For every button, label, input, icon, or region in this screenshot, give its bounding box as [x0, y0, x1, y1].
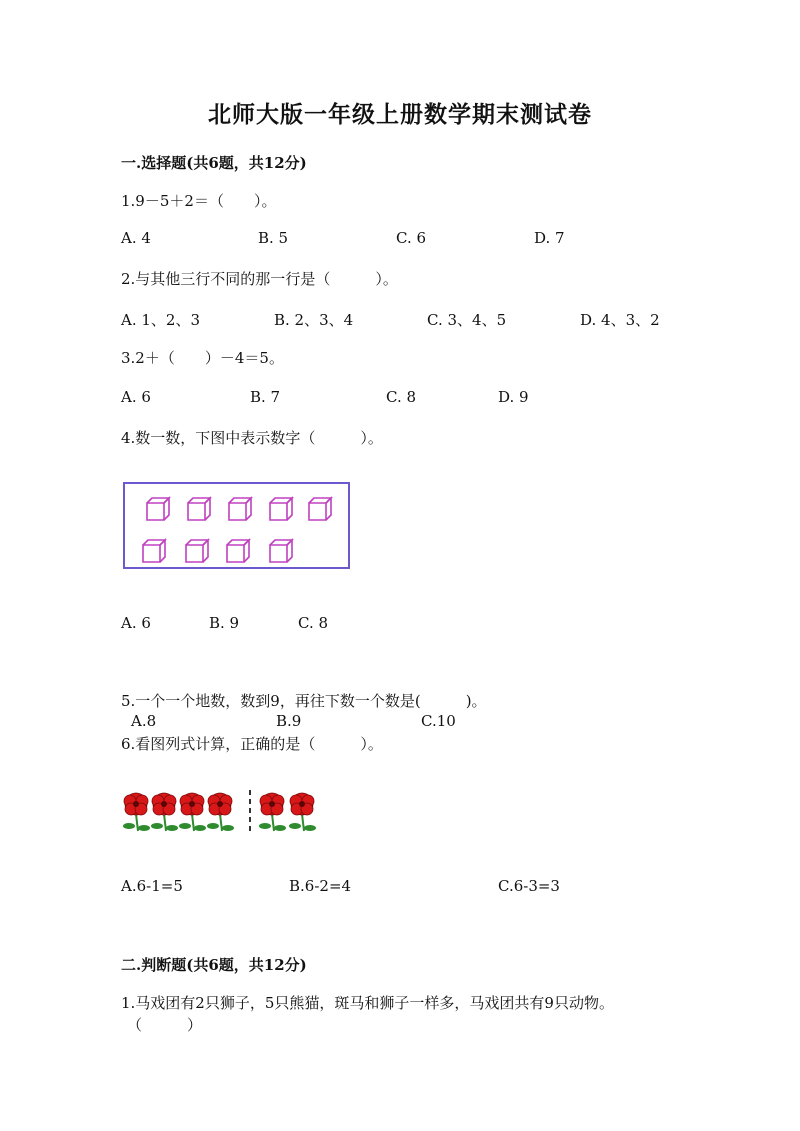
q6-option-a: A.6-1=5: [121, 877, 183, 895]
q1-option-a: A. 4: [121, 229, 151, 247]
q4-option-c: C. 8: [298, 614, 329, 632]
q6-option-b: B.6-2=4: [289, 877, 352, 895]
q2-option-d: D. 4、3、2: [580, 311, 660, 329]
q5-option-c: C.10: [421, 712, 456, 730]
rose-icon: [289, 793, 316, 831]
q3-option-b: B. 7: [250, 388, 281, 406]
rose-icon: [123, 793, 150, 831]
flower-figure: [120, 786, 330, 836]
question-1: 1.9－5＋2＝（ ）。: [121, 192, 277, 210]
q1-option-b: B. 5: [258, 229, 289, 247]
page-title: 北师大版一年级上册数学期末测试卷: [208, 101, 592, 128]
cube-count-figure: [123, 482, 351, 570]
question-4: 4.数一数，下图中表示数字（ ）。: [121, 429, 383, 447]
q2-option-c: C. 3、4、5: [427, 311, 507, 329]
judgment-question-1: 1.马戏团有2只狮子，5只熊猫，斑马和狮子一样多，马戏团共有9只动物。: [121, 994, 614, 1012]
q2-option-a: A. 1、2、3: [121, 311, 200, 329]
section-heading-choice: 一.选择题(共6题，共12分): [121, 154, 307, 172]
question-5: 5.一个一个地数，数到9，再往下数一个数是( )。: [121, 692, 487, 710]
q3-option-a: A. 6: [121, 388, 151, 406]
rose-icon: [151, 793, 178, 831]
q2-option-b: B. 2、3、4: [274, 311, 354, 329]
judgment-question-1-bracket: （ ）: [127, 1016, 203, 1034]
rose-icon: [179, 793, 206, 831]
figure-frame: [124, 483, 349, 568]
q4-option-b: B. 9: [209, 614, 240, 632]
q5-option-b: B.9: [276, 712, 302, 730]
q4-option-a: A. 6: [121, 614, 151, 632]
question-2: 2.与其他三行不同的那一行是（ ）。: [121, 270, 398, 288]
flower-group: [123, 793, 316, 831]
q5-option-a: A.8: [131, 712, 157, 730]
question-6: 6.看图列式计算，正确的是（ ）。: [121, 735, 383, 753]
q1-option-d: D. 7: [534, 229, 565, 247]
rose-icon: [207, 793, 234, 831]
q1-option-c: C. 6: [396, 229, 427, 247]
q3-option-d: D. 9: [498, 388, 529, 406]
section-heading-judgment: 二.判断题(共6题，共12分): [121, 956, 307, 974]
q3-option-c: C. 8: [386, 388, 417, 406]
q6-option-c: C.6-3=3: [498, 877, 560, 895]
question-3: 3.2＋（ ）－4＝5。: [121, 349, 284, 367]
rose-icon: [259, 793, 286, 831]
